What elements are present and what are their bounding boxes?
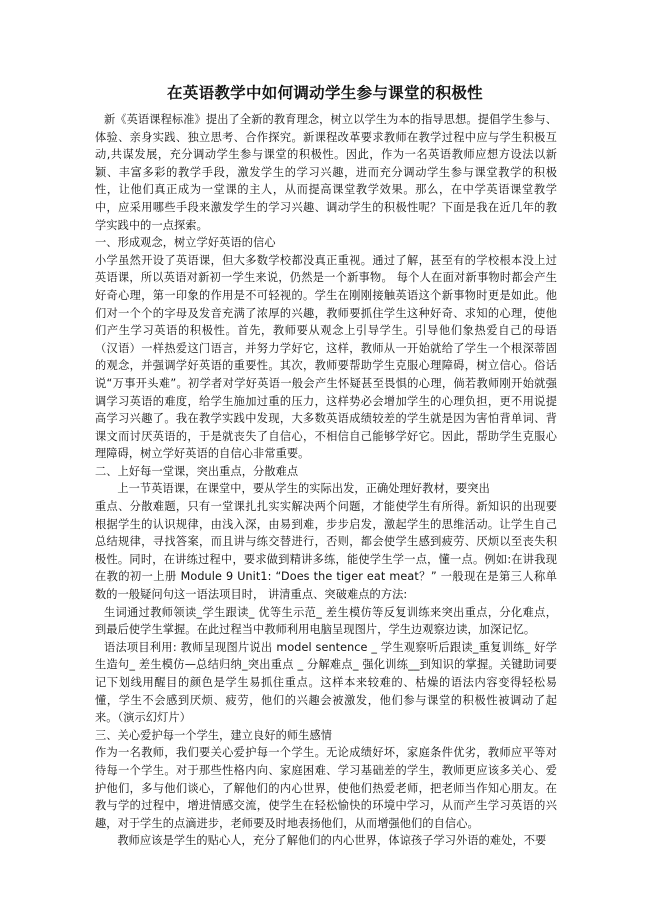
section-1-paragraph: 小学虽然开设了英语课，但大多数学校都没真正重视。通过了解，甚至有的学校根本没上过英语课，所以英语对新初一学生来说，仍然是一个新事物。 每个人在面对新事物时都会产生好奇心理，第一印象的作用是不可轻视的。学生在刚刚接触英语这个新事物时更是如此。他们对一个个的字母及发音充满了浓厚的兴趣，教师要抓住学生这种好奇、求知的心理，使他们产生学习英语的积极性。首先，教师要从观念上引导学生。引导他们象热爱自己的母语（汉语）一样热爱这门语言，并努力学好它，这样，教师从一开始就给了学生一个根深蒂固的观念，并强调学好英语的重要性。其次，教师要帮助学生克服心理障碍，树立信心。俗话说“万事开头难”。初学者对学好英语一般会产生怀疑甚至畏惧的心理，倘若教师刚开始就强调学习英语的难度，给学生施加过重的压力，这样势必会增加学生的心理负担，更不用说提高学习兴趣了。我在教学实践中发现，大多数英语成绩较差的学生就是因为害怕背单词、背课文而讨厌英语的，于是就丧失了自信心，不相信自己能够学好它。因此，帮助学生克服心理障碍，树立学好英语的自信心非常重要。 bbox=[95, 253, 557, 461]
section-3-paragraph: 作为一名教师，我们要关心爱护每一个学生。无论成绩好坏，家庭条件优劣，教师应平等对待每一个学生。对于那些性格内向、家庭困难、学习基础差的学生，教师更应该多关心、爱护他们，多与他们谈心，了解他们的内心世界，使他们热爱老师，把老师当作知心朋友。在教与学的过程中，增进情感交流，使学生在轻松愉快的环境中学习，从而产生学习英语的兴趣，对于学生的点滴进步，老师要及时地表扬他们，从而增强他们的自信心。 bbox=[95, 746, 557, 830]
section-3-paragraph-continued: 教师应该是学生的贴心人，充分了解他们的内心世界，体谅孩子学习外语的难处，不要 bbox=[117, 834, 547, 848]
section-2-paragraph: 重点、分散难题，只有一堂课扎扎实实解决两个问题，才能使学生有所得。新知识的出现要根据学生的认识规律，由浅入深，由易到难，步步启发，激起学生的思维活动。让学生自己总结规律，寻找答案，而且讲与练交替进行，否则，都会使学生感到疲劳、厌烦以至丧失积极性。同时，在讲练过程中，要求做到精讲多练，能使学生学一点，懂一点。例如:在讲我现在教的初一上册 Module 9 Unit1: “Does the tiger eat meat？” 一般现在是第三人称单数的一般疑问句这一语法项目时， 讲清重点、突破难点的方法: bbox=[95, 500, 557, 602]
section-2-paragraph-lead: 上一节英语课，在课堂中，要从学生的实际出发，正确处理好教材，要突出 bbox=[117, 482, 490, 496]
vocabulary-method-paragraph: 生词通过教师领读_学生跟读_ 优等生示范_ 差生模仿等反复训练来突出重点，分化难点，到最后使学生掌握。在此过程当中教师利用电脑呈现图片，学生边观察边读，加深记忆。 bbox=[95, 605, 557, 637]
intro-paragraph: 新《英语课程标准》提出了全新的教育理念，树立以学生为本的指导思想。提倡学生参与、体验、亲身实践、独立思考、合作探究。新课程改革要求教师在教学过程中应与学生积极互动,共谋发展，充分调动学生参与课堂的积极性。因此，作为一名英语教师应想方设法以新颖、丰富多彩的教学手段，激发学生的学习兴趣，进而充分调动学生参与课堂教学的积极性，让他们真正成为一堂课的主人，从而提高课堂教学效果。那么，在中学英语课堂教学中，应采用哪些手段来激发学生的学习兴趣、调动学生的积极性呢？下面是我在近几年的教学实践中的一点探索。 bbox=[95, 113, 557, 232]
section-heading-2: 二、上好每一堂课，突出重点，分散难点 bbox=[95, 464, 299, 478]
section-heading-1: 一、形成观念，树立学好英语的信心 bbox=[95, 236, 276, 250]
grammar-method-paragraph: 语法项目利用: 教师呈现图片说出 model sentence _ 学生观察听后跟读_重复训练_ 好学生造句_ 差生模仿—总结归纳_突出重点 _ 分解难点_ 强化训练__到知识的掌握。关键助词要记下划线用醒目的颜色是学生易抓住重点。这样本来较难的、枯燥的语法内容变得轻松易懂，学生不会感到厌烦、疲劳，他们的兴趣会被激发，他们参与课堂的积极性被调动了起来。（演示幻灯片） bbox=[95, 640, 557, 725]
section-heading-3: 三、关心爱护每一个学生，建立良好的师生感情 bbox=[95, 728, 333, 742]
document-title: 在英语教学中如何调动学生参与课堂的积极性 bbox=[166, 84, 483, 102]
document-body bbox=[95, 111, 557, 850]
